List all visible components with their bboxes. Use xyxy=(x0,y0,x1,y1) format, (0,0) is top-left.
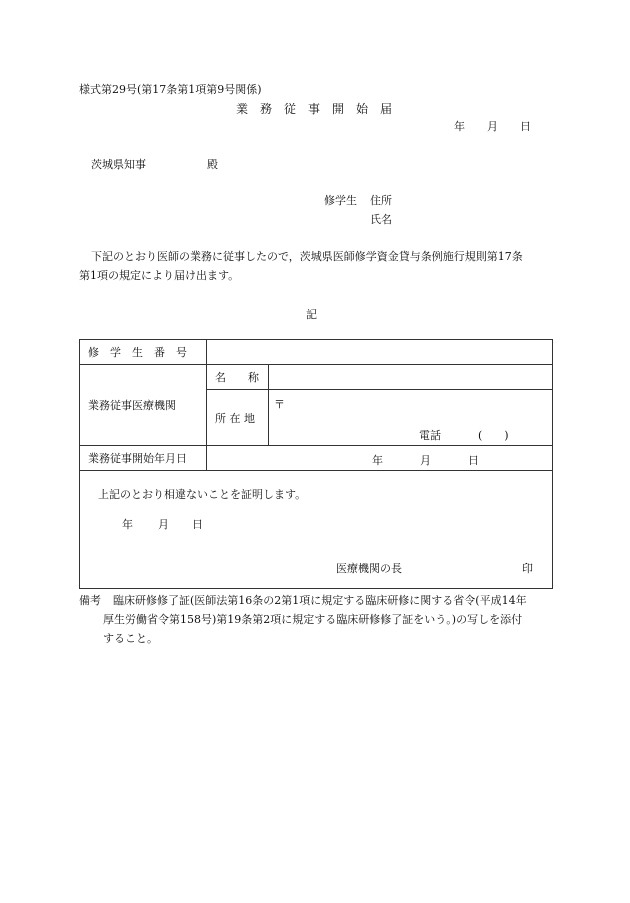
start-day: 日 xyxy=(468,454,479,467)
cert-month: 月 xyxy=(158,518,169,531)
phone-label: 電話 xyxy=(419,429,441,442)
cert-year: 年 xyxy=(122,518,133,531)
table-row xyxy=(80,446,553,471)
remarks-label: 備考 xyxy=(79,594,101,607)
location-field[interactable] xyxy=(269,390,553,446)
honorific: 殿 xyxy=(207,158,218,171)
form-table xyxy=(79,339,553,589)
start-month: 月 xyxy=(420,454,431,467)
remarks-line-2: 厚生労働省令第158号)第19条第2項に規定する臨床研修修了証をいう。)の写しを添付 xyxy=(103,613,523,626)
date-month: 月 xyxy=(487,120,498,133)
remarks-line-3: すること。 xyxy=(103,632,158,645)
table-row xyxy=(80,365,553,390)
institution-name-label: 名 称 xyxy=(207,365,269,390)
cert-day: 日 xyxy=(192,518,203,531)
name-label: 氏名 xyxy=(370,213,392,226)
location-label: 所 在 地 xyxy=(207,390,269,446)
date-year: 年 xyxy=(454,120,465,133)
seal-mark: 印 xyxy=(522,562,533,575)
ki-heading: 記 xyxy=(306,308,317,321)
address-label: 住所 xyxy=(370,194,392,207)
form-number: 様式第29号(第17条第1項第9号関係) xyxy=(79,83,262,96)
certificate-statement: 上記のとおり相違ないことを証明します。 xyxy=(98,488,307,501)
page-title: 業 務 従 事 開 始 届 xyxy=(236,102,393,116)
date-day: 日 xyxy=(520,120,531,133)
student-number-field[interactable] xyxy=(207,340,553,365)
remarks-line-1: 臨床研修修了証(医師法第16条の2第1項に規定する臨床研修に関する省令(平成14年 xyxy=(113,594,527,607)
institution-label: 業務従事医療機関 xyxy=(80,365,207,446)
start-date-label: 業務従事開始年月日 xyxy=(80,446,207,471)
recipient: 茨城県知事 xyxy=(91,158,146,171)
institution-head-label: 医療機関の長 xyxy=(336,562,402,575)
applicant-role: 修学生 xyxy=(324,194,357,207)
postal-mark: 〒 xyxy=(274,398,285,411)
institution-name-field[interactable] xyxy=(269,365,553,390)
table-row xyxy=(80,471,553,589)
body-line-1: 下記のとおり医師の業務に従事したので，茨城県医師修学資金貸与条例施行規則第17条 xyxy=(91,250,523,263)
start-year: 年 xyxy=(372,454,383,467)
start-date-field[interactable] xyxy=(207,446,553,471)
table-row xyxy=(80,340,553,365)
student-number-label: 修 学 生 番 号 xyxy=(80,340,207,365)
certificate-box xyxy=(80,471,553,589)
body-line-2: 第1項の規定により届け出ます。 xyxy=(79,269,240,282)
phone-parens: ( ) xyxy=(478,429,509,442)
